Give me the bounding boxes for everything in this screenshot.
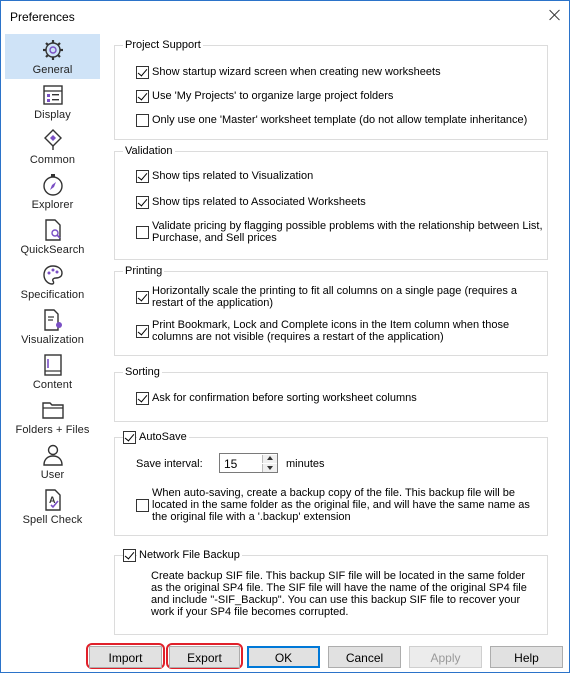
- svg-text:A: A: [49, 495, 56, 505]
- gear-icon: [41, 38, 65, 62]
- export-button[interactable]: Export: [169, 646, 240, 668]
- validation-title: Validation: [125, 145, 173, 157]
- sidebar-item-specification[interactable]: [5, 259, 100, 304]
- window-title: Preferences: [10, 10, 75, 24]
- close-icon[interactable]: [546, 6, 564, 24]
- sort-confirm-checkbox[interactable]: [136, 392, 149, 405]
- autosave-backup-checkbox[interactable]: [136, 499, 149, 512]
- autosave-title: AutoSave: [139, 431, 187, 443]
- sidebar-item-display[interactable]: [5, 79, 100, 124]
- title-bar: [1, 1, 569, 31]
- sidebar-label: Visualization: [21, 334, 84, 346]
- sidebar-item-common[interactable]: [5, 124, 100, 169]
- validate-pricing-label: Validate pricing by flagging possible problems with the relationship between List, Purchase, and Sell prices: [152, 220, 543, 244]
- save-interval-unit: minutes: [286, 458, 325, 470]
- tips-associated-label: Show tips related to Associated Worksheets: [152, 196, 366, 208]
- sidebar-item-spell-check[interactable]: [5, 484, 100, 529]
- sidebar-label: Spell Check: [22, 514, 83, 526]
- tips-visualization-checkbox[interactable]: [136, 170, 149, 183]
- ok-button[interactable]: OK: [247, 646, 320, 668]
- sidebar-item-explorer[interactable]: [5, 169, 100, 214]
- apply-button[interactable]: Apply: [409, 646, 482, 668]
- sidebar-item-quicksearch[interactable]: [5, 214, 100, 259]
- autosave-checkbox[interactable]: [123, 431, 136, 444]
- compass-icon: [41, 173, 65, 197]
- scale-printing-label: Horizontally scale the printing to fit all columns on a single page (requires a restart of the application): [152, 285, 518, 309]
- save-interval-stepper[interactable]: [219, 453, 278, 473]
- user-icon: [41, 443, 65, 467]
- network-backup-description: Create backup SIF file. This backup SIF file will be located in the same folder as the original SP4 file. The SIF file will have the name of the original SP4 file and include "-SIF_Backup". You can use this backup SIF file to recover your work if your SP4 file becomes corrupted.: [151, 570, 527, 618]
- sorting-title: Sorting: [125, 366, 160, 378]
- autosave-backup-label: When auto-saving, create a backup copy of the file. This backup file will be located in the same folder as the original file, and will have the same name as the original file with a '.backup' extension: [152, 487, 530, 523]
- sidebar-item-content[interactable]: [5, 349, 100, 394]
- my-projects-checkbox[interactable]: [136, 90, 149, 103]
- sidebar-label: General: [32, 64, 73, 76]
- printing-group: [114, 271, 548, 356]
- visualization-icon: [41, 308, 65, 332]
- spin-up-icon[interactable]: [262, 455, 277, 463]
- display-icon: [41, 83, 65, 107]
- cancel-button[interactable]: Cancel: [328, 646, 401, 668]
- help-button[interactable]: Help: [490, 646, 563, 668]
- my-projects-label: Use 'My Projects' to organize large project folders: [152, 90, 394, 102]
- tips-associated-checkbox[interactable]: [136, 196, 149, 209]
- sort-confirm-label: Ask for confirmation before sorting worksheet columns: [152, 392, 417, 404]
- sidebar-item-user[interactable]: [5, 439, 100, 484]
- network-backup-title: Network File Backup: [139, 549, 240, 561]
- spin-down-icon[interactable]: [262, 464, 277, 472]
- validate-pricing-checkbox[interactable]: [136, 226, 149, 239]
- master-template-checkbox[interactable]: [136, 114, 149, 127]
- scale-printing-checkbox[interactable]: [136, 291, 149, 304]
- sidebar: [5, 34, 100, 544]
- import-button[interactable]: Import: [89, 646, 162, 668]
- sidebar-item-general[interactable]: [5, 34, 100, 79]
- save-interval-value[interactable]: 15: [224, 457, 238, 471]
- sidebar-item-visualization[interactable]: [5, 304, 100, 349]
- sidebar-label: Explorer: [31, 199, 74, 211]
- spellcheck-icon: [41, 488, 65, 512]
- book-icon: [41, 353, 65, 377]
- print-icons-checkbox[interactable]: [136, 325, 149, 338]
- tips-visualization-label: Show tips related to Visualization: [152, 170, 314, 182]
- sidebar-label: QuickSearch: [20, 244, 85, 256]
- sidebar-label: Common: [29, 154, 76, 166]
- save-interval-label: Save interval:: [136, 458, 203, 470]
- sidebar-item-folders-files[interactable]: [5, 394, 100, 439]
- printing-title: Printing: [125, 265, 163, 277]
- master-template-label: Only use one 'Master' worksheet template (do not allow template inheritance): [152, 114, 528, 126]
- sidebar-label: Folders + Files: [15, 424, 90, 436]
- palette-icon: [41, 263, 65, 287]
- folder-icon: [41, 398, 65, 422]
- sidebar-label: Content: [32, 379, 73, 391]
- print-icons-label: Print Bookmark, Lock and Complete icons in the Item column when those columns are not visible (requires a restart of the application): [152, 319, 510, 343]
- sidebar-label: User: [40, 469, 65, 481]
- sidebar-label: Specification: [20, 289, 85, 301]
- search-document-icon: [41, 218, 65, 242]
- project-support-title: Project Support: [125, 39, 201, 51]
- common-icon: [41, 128, 65, 152]
- sidebar-label: Display: [34, 109, 71, 121]
- startup-wizard-checkbox[interactable]: [136, 66, 149, 79]
- network-backup-checkbox[interactable]: [123, 549, 136, 562]
- startup-wizard-label: Show startup wizard screen when creating new worksheets: [152, 66, 441, 78]
